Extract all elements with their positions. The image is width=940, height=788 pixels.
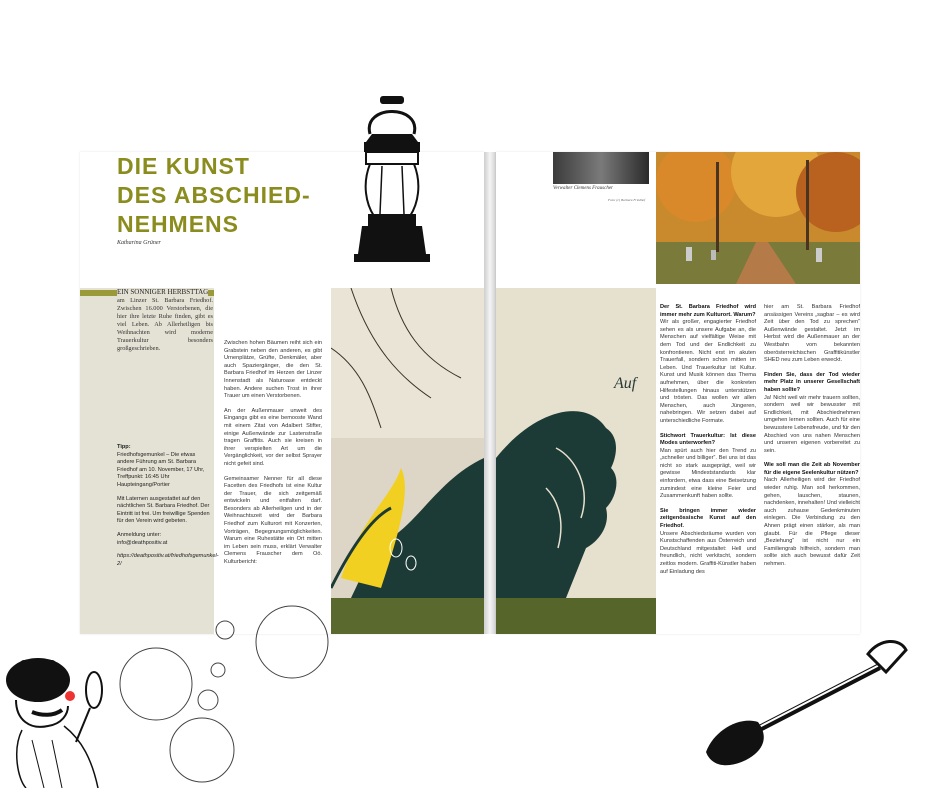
interview-question: Der St. Barbara Friedhof wird immer mehr zum Kulturort. Warum?	[660, 304, 756, 318]
soap-bubbles-illustration	[90, 600, 340, 788]
interview-question: Stichwort Trauerkultur: Ist diese Modes unterworfen?	[660, 432, 756, 447]
graffiti-photo-right	[496, 288, 656, 634]
article-title	[117, 152, 347, 239]
interview-question: Finden Sie, dass der Tod wieder mehr Platz in unserer Gesellschaft haben sollte?	[764, 371, 860, 393]
title-line-1: DIE KUNST	[117, 153, 250, 179]
lead-paragraph: am Linzer St. Barbara Friedhof. Zwischen 16.000 Verstorbenen, die hier ihre letzte Ruhe finden, gibt es viel Leben. Ab Allerheiligen bis Weihnachten wird moderne Trauerkultur besonders großgeschrieben.	[117, 297, 213, 352]
interview-answer: Man spürt auch hier den Trend zu „schneller und billiger“. Bei uns ist das nicht so stark ausgeprägt, weil wir gewisse Mindeststandards klar einfordern, etwa dass eine Beisetzung zumindest eine kleine Feier und Zusammenkunft haben sollte.	[660, 447, 756, 500]
kicker-text: EIN SONNIGER HERBSTTAG	[117, 288, 209, 296]
portrait-photo	[553, 152, 649, 184]
svg-text:Auf: Auf	[614, 375, 637, 392]
photo-credit: Foto: (c) Barbara Friedhof	[608, 198, 646, 202]
title-line-2: DES ABSCHIED-	[117, 182, 311, 208]
article-column-4	[764, 304, 860, 576]
article-author: Katharina Grüner	[117, 240, 161, 246]
interview-answer: Nach Allerheiligen wird der Friedhof wieder ruhig. Man soll herkommen, gehen, lauschen, staunen, nachdenken, innehalten! Und vielleicht auch zuhause Gedenkminuten einlegen. Die Verbindung zu den Ahnen prägt einen stärker, als man glaubt. Für die Pflege dieser „Beziehung“ ist nicht nur ein Familiengrab hilfreich, sondern man sollte sich auch bewusst dafür Zeit nehmen.	[764, 477, 860, 567]
article-column-1	[224, 340, 322, 574]
interview-answer: Wir als großer, engagierter Friedhof sehen es als unsere Aufgabe an, die Menschen auf vielfältige Weise mit dem Tod und der Endlichkeit zu konfrontieren. Nicht erst im akuten Trauerfall, sondern schon mitten im Leben. Und Trauerkultur ist Kultur. Kunst und Musik können das Thema aufnehmen, über die konkreten Hilfestellungen hinaus unterstützen und trösten. Das wollen wir allen Menschen, auch Jüngeren, nahebringen. Wir setzen dabei auf unterschiedliche Formate.	[660, 319, 756, 424]
cemetery-autumn-photo	[656, 152, 860, 284]
interview-answer: hier am St. Barbara Friedhof ansässigen Vereins „sagbar – es wird Zeit über den Tod zu sprechen“ Außenwände gestaltet. Jetzt im Herbst wird die Außenmauer an der Westbahn vom bekannten oberösterreichischen Graffitikünstler SHED neu zum Leben erweckt.	[764, 304, 860, 364]
paragraph: An der Außenmauer unweit des Eingangs gibt es eine bemooste Wand mit einem Zitat von Adalbert Stifter, einige Außenwände zur Lastenstraße tragen Graffitis. Auch sie kreisen in ihrer verspielten Art um die Vergänglichkeit, vor der selbst Sprayer nicht gefeit sind.	[224, 407, 322, 467]
interview-question: Wie soll man die Zeit ab November für die eigene Seelenkultur nützen?	[764, 462, 860, 476]
shovel-illustration	[700, 634, 914, 778]
interview-answer: Ja! Nicht weil wir mehr trauern sollten, sondern weil wir bewusster mit Endlichkeit, mit Abschiednehmen umgehen lernen sollten. Auch für eine bewusstere Lebensfreude, und für den Abschied von uns nahen Menschen und unseren eigenen vorbereitet zu sein.	[764, 394, 860, 454]
tip-contact-label: Anmeldung unter:	[117, 531, 162, 538]
lantern-illustration	[352, 94, 432, 266]
paragraph: Zwischen hohen Bäumen reiht sich ein Grabstein neben den anderen, es gibt Urnenplätze, Grüfte, Denkmäler, aber auch Spaziergänger, die den St. Barbara Friedhof im Herzen der Linzer Innenstadt als Naturoase entdeckt haben. Andere suchen Trost in ihrer Trauer um einen Verstorbenen.	[224, 340, 322, 400]
tip-body: Mit Laternen ausgestattet auf den nächtlichen St. Barbara Friedhof. Der Eintritt ist frei. Um freiwillige Spenden für den Verein wird gebeten.	[117, 495, 210, 525]
magazine-spine	[484, 152, 496, 634]
title-line-3: NEHMENS	[117, 211, 240, 237]
tip-contact-email: info@deathpositiv.at	[117, 539, 168, 546]
chimney-sweep-illustration	[2, 650, 112, 788]
tip-heading: Tipp:	[117, 444, 131, 450]
tip-box	[117, 444, 219, 574]
paragraph: Gemeinsamer Nenner für all diese Facetten des Friedhofs ist eine Kultur der Trauer, die sich zeitgemäß entwickeln und entfalten darf. Besonders ab Allerheiligen und in der Weihnachtszeit wird der Barbara Friedhof zum Kulturort mit Konzerten, Vorträgen, Begegnungsmöglichkeiten. Warum eine Ruhestätte ein Ort mitten im Leben sein muss, erklärt Verwalter Clemens Frauscher dem Oö. Kulturbericht:	[224, 475, 322, 566]
article-column-3	[660, 304, 756, 583]
tip-url: https://deathpositiv.at/friedhofsgemunkel-2/	[117, 553, 219, 567]
graffiti-photo	[331, 288, 484, 634]
interview-answer: Unsere Abschiedsräume wurden von Kunstschaffenden aus Österreich und Deutschland mitgestaltet: Hell und freundlich, nicht verkitscht, sondern zeitlos modern. Graffiti-Künstler haben auf Einladung des	[660, 530, 756, 575]
interview-question: Sie bringen immer wieder zeitgenössische Kunst auf den Friedhof.	[660, 507, 756, 530]
portrait-caption: Verwalter Clemens Frauscher	[553, 186, 613, 191]
tip-event: Friedhofsgemunkel – Die etwas andere Führung am St. Barbara Friedhof am 10. November, 17 Uhr, Treffpunkt: 16:45 Uhr Haupteingang/Portier	[117, 451, 205, 488]
